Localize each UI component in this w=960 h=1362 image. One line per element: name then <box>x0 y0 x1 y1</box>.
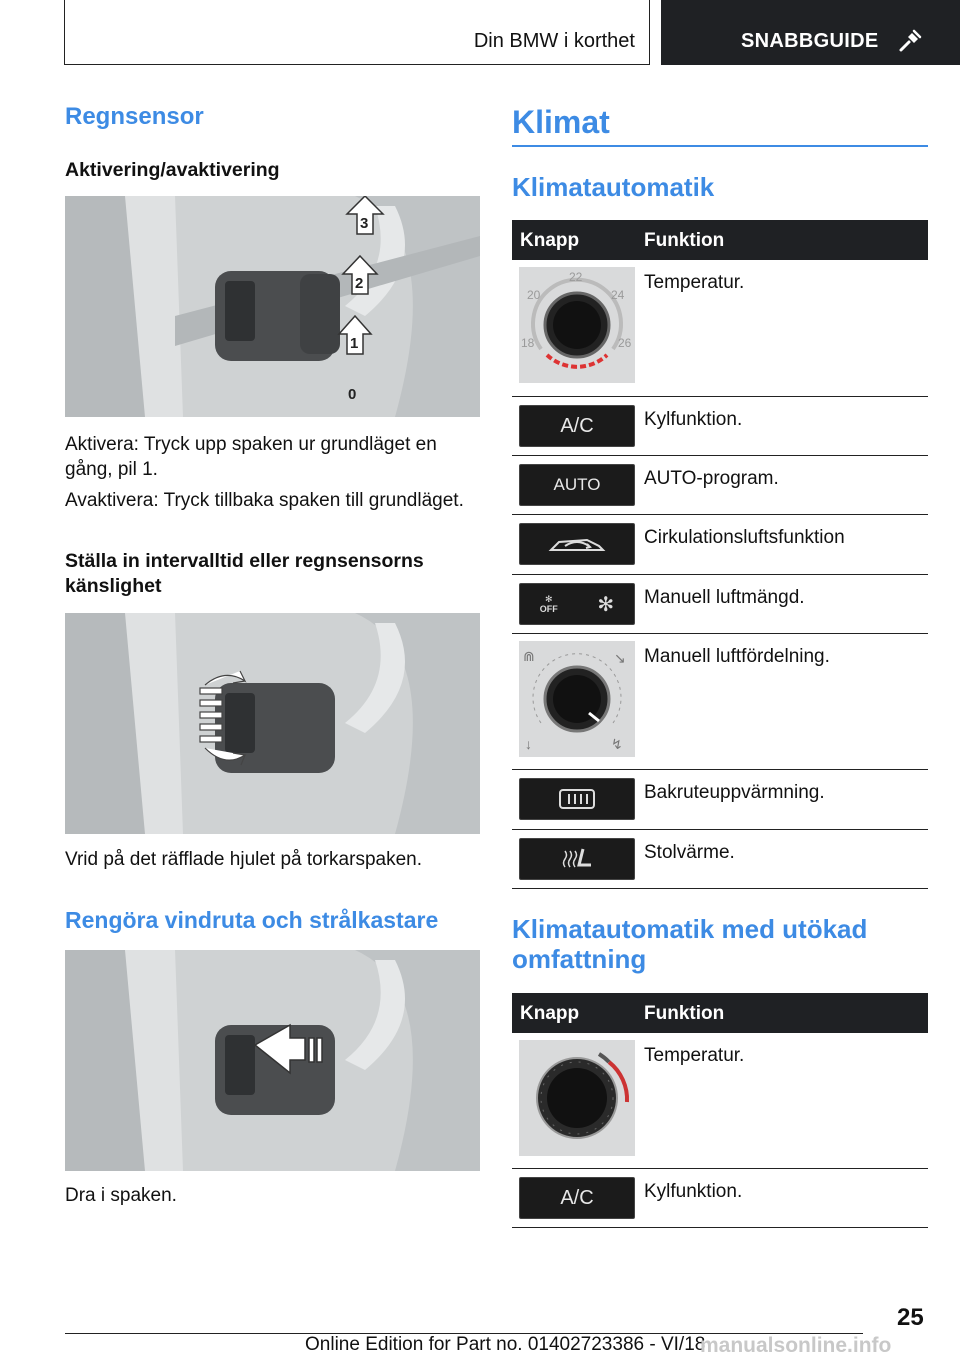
col-knapp: Knapp <box>520 230 580 251</box>
seat-heating-icon <box>519 838 635 880</box>
svg-text:⋒: ⋒ <box>523 648 535 664</box>
section-title-klimat: Klimat <box>512 104 610 140</box>
paragraph-deactivate: Avaktivera: Tryck tillbaka spaken till grundläget. <box>65 490 464 511</box>
table-row <box>512 260 928 397</box>
fan-button-icon <box>519 583 635 625</box>
paragraph-rotate: Vrid på det räfflade hjulet på torkarspaken. <box>65 849 423 870</box>
table2-header <box>512 993 928 1033</box>
watermark: manualsonline.info <box>700 1334 892 1357</box>
paragraph-pull: Dra i spaken. <box>65 1185 177 1206</box>
arrow-label-1: 1 <box>350 335 359 352</box>
wiper-stalk-photo-3 <box>65 950 480 1171</box>
rear-defrost-icon <box>519 778 635 820</box>
function-label: Manuell luftmängd. <box>644 587 805 608</box>
svg-text:↯: ↯ <box>611 736 623 752</box>
title-rule <box>512 145 928 147</box>
col-funktion: Funktion <box>644 230 725 251</box>
table-row <box>512 1169 928 1228</box>
fan-off-icon: ✻ OFF <box>539 594 558 614</box>
ac-button-icon: A/C <box>519 405 635 447</box>
subheading-klimatautomatik: Klimatautomatik <box>512 172 715 202</box>
air-distribution-dial-icon <box>519 641 635 757</box>
section-title-cleaning: Rengöra vindruta och strålkastare <box>65 907 439 933</box>
function-label: Bakruteuppvärmning. <box>644 782 825 803</box>
table-row <box>512 575 928 634</box>
position-label-0: 0 <box>348 386 357 403</box>
svg-text:↘: ↘ <box>614 650 626 666</box>
recirculation-icon <box>519 523 635 565</box>
header-chapter-title: Din BMW i korthet <box>473 30 635 52</box>
ac-button-icon: A/C <box>519 1177 635 1219</box>
subheading-klimatautomatik-extended: Klimatautomatik med utökad omfattning <box>512 914 868 974</box>
wrench-icon <box>897 28 923 54</box>
wiper-stalk-photo-2 <box>65 613 480 834</box>
arrow-label-3: 3 <box>360 215 369 232</box>
function-label: AUTO-program. <box>644 468 779 489</box>
function-label: Manuell luftfördelning. <box>644 646 830 667</box>
header-section-title: SNABBGUIDE <box>741 30 879 52</box>
subheading-activation: Aktivering/avaktivering <box>65 159 280 181</box>
fan-icon: ✻ <box>597 593 615 616</box>
auto-button-icon: AUTO <box>519 464 635 506</box>
table-row <box>512 634 928 770</box>
table-row <box>512 397 928 456</box>
temperature-dial-icon <box>519 267 635 383</box>
col-knapp: Knapp <box>520 1003 580 1024</box>
table-row <box>512 456 928 515</box>
paragraph-activate: Aktivera: Tryck upp spaken ur grundläget en gång, pil 1. <box>65 434 437 480</box>
svg-text:22: 22 <box>569 270 583 284</box>
section-title-regnsensor: Regnsensor <box>65 103 204 130</box>
svg-text:20: 20 <box>527 288 541 302</box>
function-label: Kylfunktion. <box>644 409 743 430</box>
svg-text:18: 18 <box>521 336 535 350</box>
function-label: Stolvärme. <box>644 842 735 863</box>
function-label: Kylfunktion. <box>644 1181 743 1202</box>
subheading-interval: Ställa in intervalltid eller regnsensorns känslighet <box>65 550 424 597</box>
table1-header <box>512 220 928 260</box>
page-number: 25 <box>897 1304 924 1331</box>
table-row <box>512 1033 928 1169</box>
temperature-dial-icon <box>519 1040 635 1156</box>
svg-text:24: 24 <box>611 288 625 302</box>
wiper-stalk-photo-1 <box>65 196 480 417</box>
svg-text:26: 26 <box>618 336 632 350</box>
function-label: Temperatur. <box>644 272 745 293</box>
svg-text:↓: ↓ <box>525 736 532 752</box>
footer-edition: Online Edition for Part no. 01402723386 - VI/18 <box>305 1334 706 1355</box>
table-row <box>512 830 928 889</box>
table-row <box>512 515 928 575</box>
function-label: Cirkulationsluftsfunktion <box>644 527 845 548</box>
arrow-label-2: 2 <box>355 275 364 292</box>
header-section-tab <box>661 0 960 65</box>
function-label: Temperatur. <box>644 1045 745 1066</box>
col-funktion: Funktion <box>644 1003 725 1024</box>
table-row <box>512 770 928 830</box>
